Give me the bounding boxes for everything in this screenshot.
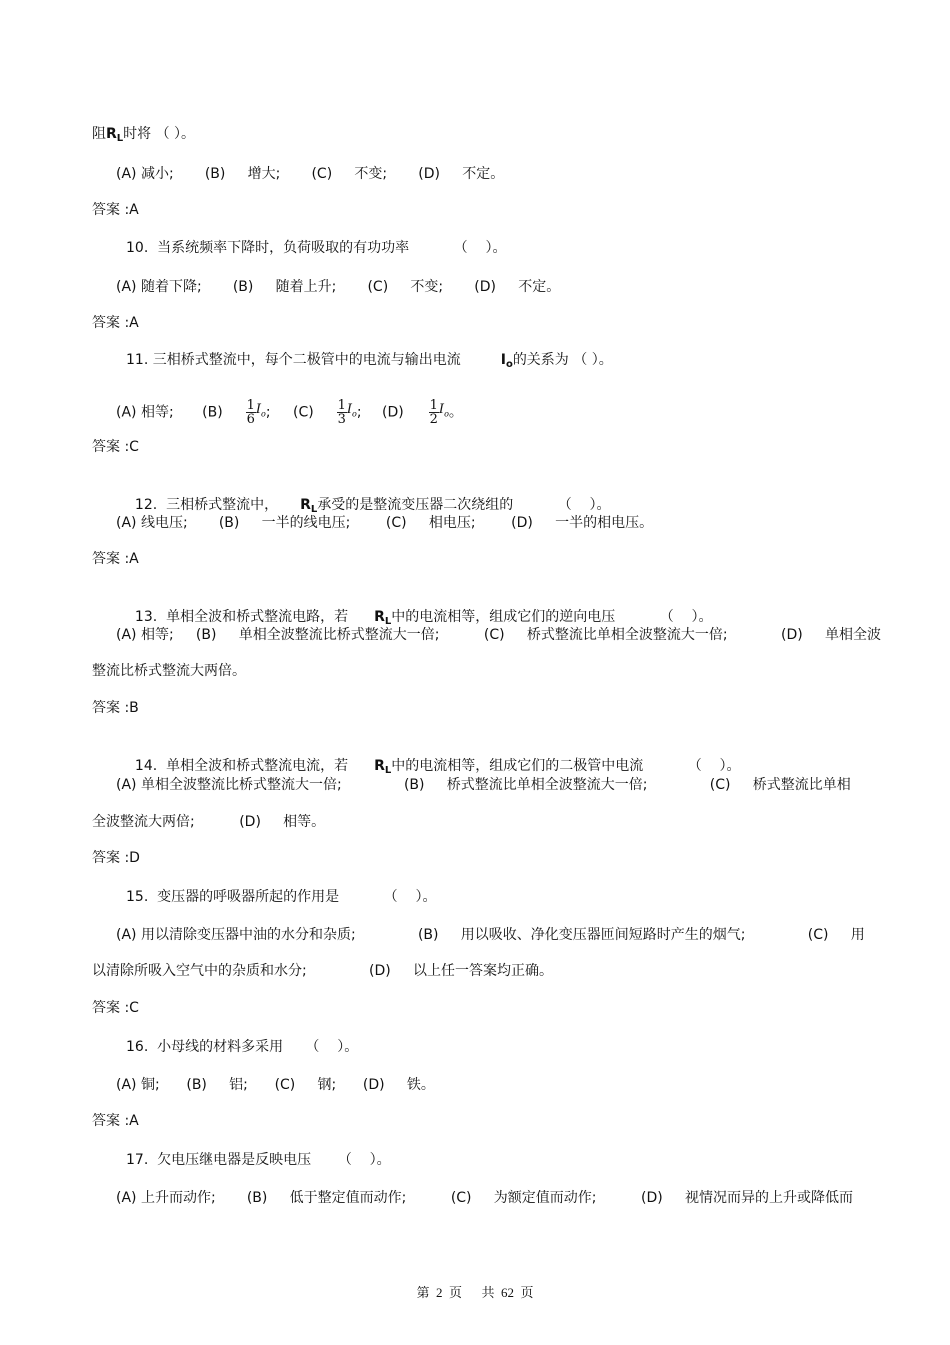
question-9-tail	[92, 124, 195, 149]
text: 11. 三相桥式整流中，每个二极管中的电流与输出电流	[126, 352, 461, 368]
symbol-r: R	[300, 497, 311, 513]
options-14-line1: (A) 单相全波整流比桥式整流大一倍; (B) 桥式整流比单相全波整流大一倍; (C) 桥式整流比单相	[116, 777, 851, 793]
var-sub: o	[444, 409, 449, 419]
var-sub: o	[352, 409, 357, 419]
symbol-r: R	[374, 609, 385, 625]
answer-14: 答案 :D	[92, 850, 140, 866]
option-b: (B)	[202, 404, 223, 421]
fraction-1-2	[429, 399, 439, 426]
end: 。	[448, 404, 463, 421]
text: 14. 单相全波和桥式整流电流，若	[134, 758, 349, 774]
sep: ;	[356, 404, 362, 421]
option-a: (A) 相等;	[116, 404, 174, 421]
fraction-1-3	[337, 399, 347, 426]
denominator: 3	[337, 411, 346, 427]
question-10: 10. 当系统频率下降时，负荷吸取的有功功率 （ ）。	[126, 240, 507, 256]
options-13-line2: 整流比桥式整流大两倍。	[92, 663, 246, 679]
denominator: 2	[429, 411, 438, 427]
text: 13. 单相全波和桥式整流电路，若	[134, 609, 349, 625]
subscript-l: L	[116, 133, 124, 144]
answer-11: 答案 :C	[92, 439, 139, 455]
text: 中的电流相等，组成它们的二极管中电流 （ ）。	[391, 758, 741, 774]
question-17: 17. 欠电压继电器是反映电压 （ ）。	[126, 1152, 391, 1168]
answer-13: 答案 :B	[92, 700, 139, 716]
options-15-line2: 以清除所吸入空气中的杂质和水分; (D) 以上任一答案均正确。	[92, 963, 553, 979]
options-14-line2: 全波整流大两倍; (D) 相等。	[92, 814, 326, 830]
answer-16: 答案 :A	[92, 1113, 139, 1129]
options-10: (A) 随着下降; (B) 随着上升; (C) 不变; (D) 不定。	[116, 279, 561, 295]
symbol-r: R	[374, 758, 385, 774]
answer-15: 答案 :C	[92, 1000, 139, 1016]
subscript-l: L	[384, 765, 392, 776]
options-17: (A) 上升而动作; (B) 低于整定值而动作; (C) 为额定值而动作; (D) 视情况而异的上升或降低而	[116, 1190, 853, 1206]
question-11	[126, 350, 613, 375]
subscript-l: L	[310, 504, 318, 515]
answer-10: 答案 :A	[92, 315, 139, 331]
var: I	[255, 402, 261, 417]
question-15: 15. 变压器的呼吸器所起的作用是 （ ）。	[126, 889, 437, 905]
var-sub: o	[260, 409, 266, 419]
current-io	[256, 402, 266, 417]
numerator: 1	[337, 397, 346, 413]
options-13-line1: (A) 相等; (B) 单相全波整流比桥式整流大一倍; (C) 桥式整流比单相全波整流大一倍; (D) 单相全波	[116, 627, 881, 643]
numerator: 1	[246, 397, 255, 413]
subscript-l: L	[384, 616, 392, 627]
text: 中的电流相等，组成它们的逆向电压 （ ）。	[391, 609, 713, 625]
answer-9: 答案 :A	[92, 202, 139, 218]
options-16: (A) 铜; (B) 铝; (C) 钢; (D) 铁。	[116, 1077, 435, 1093]
answer-12: 答案 :A	[92, 551, 139, 567]
current-io	[347, 402, 357, 417]
current-io	[439, 402, 449, 417]
text: 12. 三相桥式整流中，	[134, 497, 279, 513]
denominator: 6	[246, 411, 255, 427]
question-16: 16. 小母线的材料多采用 （ ）。	[126, 1039, 359, 1055]
options-12: (A) 线电压; (B) 一半的线电压; (C) 相电压; (D) 一半的相电压。	[116, 515, 654, 531]
var: I	[346, 402, 353, 417]
options-9: (A) 减小; (B) 增大; (C) 不变; (D) 不定。	[116, 166, 505, 182]
text: 时将 （ ）。	[123, 126, 196, 142]
page-footer: 第 2 页 共 62 页	[416, 1285, 534, 1300]
fraction-1-6	[246, 399, 256, 426]
symbol-r: R	[106, 126, 117, 142]
numerator: 1	[429, 397, 438, 413]
option-c: (C)	[292, 404, 314, 421]
options-15-line1: (A) 用以清除变压器中油的水分和杂质; (B) 用以吸收、净化变压器匝间短路时产生的烟气; (C) 用	[116, 927, 865, 943]
subscript-o: o	[505, 359, 513, 370]
text: 阻	[92, 126, 106, 142]
option-d: (D)	[382, 404, 404, 421]
symbol-i: I	[500, 352, 506, 368]
text: 的关系为 （ ）。	[512, 352, 613, 368]
text: 承受的是整流变压器二次绕组的 （ ）。	[317, 497, 611, 513]
options-11	[116, 388, 463, 432]
sep: ;	[265, 404, 271, 421]
var: I	[438, 402, 445, 417]
